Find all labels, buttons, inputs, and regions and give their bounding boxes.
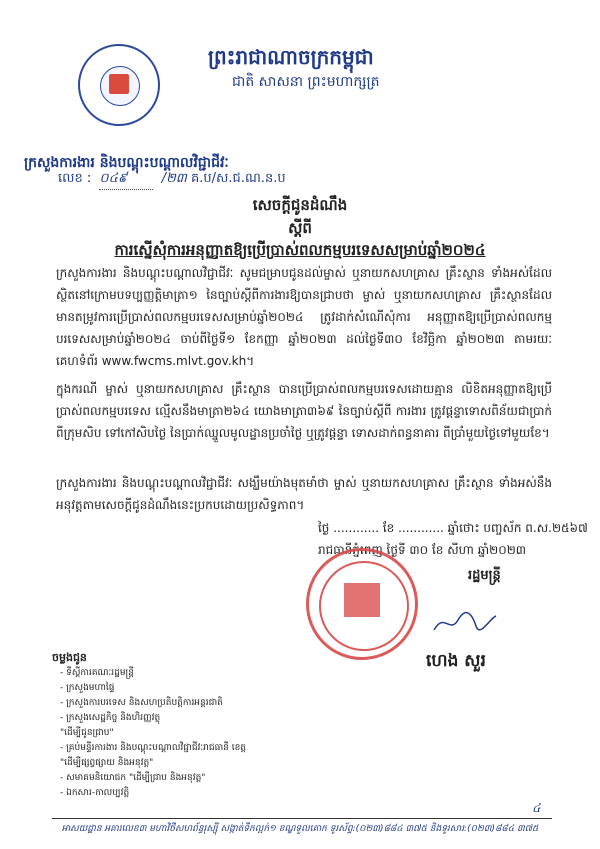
paragraph-1: ក្រសួងការងារ និងបណ្តុះបណ្តាលវិជ្ជាជីវៈ សូមជម្រាបជូនដល់ម្ចាស់ ឬនាយកសហគ្រាស គ្រឹះស្ថាន ទាំងអស់ដែលស្ថិតនៅក្រោមបទប្បញ្ញត្តិមាត្រា១ នៃច្បាប់ស្តីពីការងារឱ្យបានជ្រាបថា ម្ចាស់ ឬនាយកសហគ្រាស គ្រឹះស្ថានដែលមានតម្រូវការប្រើប្រាស់ពលកម្មបរទេសសម្រាប់ឆ្នាំ២០២៤ ត្រូវដាក់សំណើសុំការ អនុញ្ញាតឱ្យប្រើប្រាស់ពលកម្មបរទេសសម្រាប់ឆ្នាំ២០២៤ ចាប់ពីថ្ងៃទី១ ខែកញ្ញា ឆ្នាំ២០២៣ ដល់ថ្ងៃទី៣០ ខែវិច្ឆិកា ឆ្នាំ២០២៣ តាមរយៈគេហទំព័រ www.fwcms.mlvt.gov.kh។ [56,266,552,368]
footer-address: អាសយដ្ឋាន អគារលេខ៣ មហាវិថីសហព័ន្ធរុស្ស៊ី សង្កាត់ទឹកល្អក់១ ខណ្ឌទួលគោក ទូរស័ព្ទ:(០២៣)៨៨៤ ៣៧៥ និងទូរសារ:(០២៣)៨៨៤ ៣៧៥ [61,824,539,834]
national-motto: ជាតិ សាសនា ព្រះមហាក្សត្រ [232,74,380,90]
logo-center-mark [109,74,129,94]
signatory-title: រដ្ឋមន្ត្រី [468,568,501,583]
ministry-name: ក្រសួងការងារ និងបណ្តុះបណ្តាលវិជ្ជាជីវៈ [24,155,229,171]
ref-label: លេខ [58,171,83,186]
solar-date: រាជធានីភ្នំពេញ ថ្ងៃទី ៣០ ខែ សីហា ឆ្នាំ២០២៣ [318,543,527,557]
cc-item: - ឯកសារ-កាលប្បវត្តិ [60,788,130,798]
cc-item: - ក្រសួងសេដ្ឋកិច្ច និងហិរញ្ញវត្ថុ [60,713,161,723]
ref-suffix: /២៣ [161,171,187,186]
footer-divider [52,818,552,819]
cc-item: - ក្រសួងការបរទេស និងសហប្រតិបត្តិការអន្តរជាតិ [60,698,223,708]
reference-line: លេខ : ០៤៩ /២៣ គ.ប/ស.ជ.ណ.ន.ប [58,170,286,190]
cc-heading: ចម្លងជូន [52,651,87,664]
official-seal [306,548,418,660]
signatory-name: ហេង សួរ [426,651,486,671]
cc-item: "ដើម្បីជូនជ្រាប" [60,728,114,738]
ministry-logo [78,44,160,126]
page-number: ៤ [532,801,541,815]
paragraph-2: ក្នុងករណី ម្ចាស់ ឬនាយកសហគ្រាស គ្រឹះស្ថាន បានប្រើប្រាស់ពលកម្មបរទេសដោយគ្មាន លិខិតអនុញ្ញាតឱ្យប្រើប្រាស់ពលកម្មបរទេស ល្មើសនឹងមាត្រា២៦៤ យោងមាត្រា៣៦៩ នៃច្បាប់ស្តីពី ការងារ ត្រូវផ្តន្ទាទោសពិន័យជាប្រាក់ ពីក្រុមសិប ទៅកៅសិបថ្ងៃ នៃប្រាក់ឈ្នួលមូលដ្ឋានប្រចាំថ្ងៃ ឬត្រូវផ្តន្ទា ទោសដាក់ពន្ធនាគារ ពីប្រាំមួយថ្ងៃទៅមួយខែ។ [56,382,552,440]
cc-list [60,666,246,801]
paragraph-3: ក្រសួងការងារ និងបណ្តុះបណ្តាលវិជ្ជាជីវៈ សង្ឃឹមយ៉ាងមុតមាំថា ម្ចាស់ ឬនាយកសហគ្រាស គ្រឹះស្ថាន ទាំងអស់នឹងអនុវត្តតាមសេចក្តីជូនដំណឹងនេះប្រកបដោយប្រសិទ្ធភាព។ [56,476,552,512]
lunar-date: ថ្ងៃ ............ ខែ ............ ឆ្នាំថោះ បញ្ចស័ក ព.ស.២៥៦៧ [318,521,588,535]
cc-item: - សមាគមនិយោជក "ដើម្បីជ្រាប និងអនុវត្ត" [60,773,206,783]
kingdom-title: ព្រះរាជាណាចក្រកម្ពុជា [208,45,374,69]
ref-code: គ.ប/ស.ជ.ណ.ន.ប [191,171,286,186]
notice-heading: សេចក្តីជូនដំណឹង [252,196,348,214]
cc-item: - ទីស្តីការគណៈរដ្ឋមន្ត្រី [60,668,134,678]
cc-item: - គ្រប់មន្ទីរការងារ និងបណ្តុះបណ្តាលវិជ្ជាជីវៈរាជធានី ខេត្ត [60,743,247,753]
cc-item: - ក្រសួងមហាផ្ទៃ [60,683,115,693]
ref-number: ០៤៩ [99,170,153,190]
subject-heading: ការស្នើសុំការអនុញ្ញាតឱ្យប្រើប្រាស់ពលកម្មបរទេសសម្រាប់ឆ្នាំ២០២៤ [114,241,486,259]
cc-item: "ដើម្បីផ្សព្វផ្សាយ និងអនុវត្ត" [60,758,154,768]
handwritten-signature [430,608,500,638]
seal-temple-icon [344,583,380,617]
about-heading: ស្តីពី [288,219,312,237]
